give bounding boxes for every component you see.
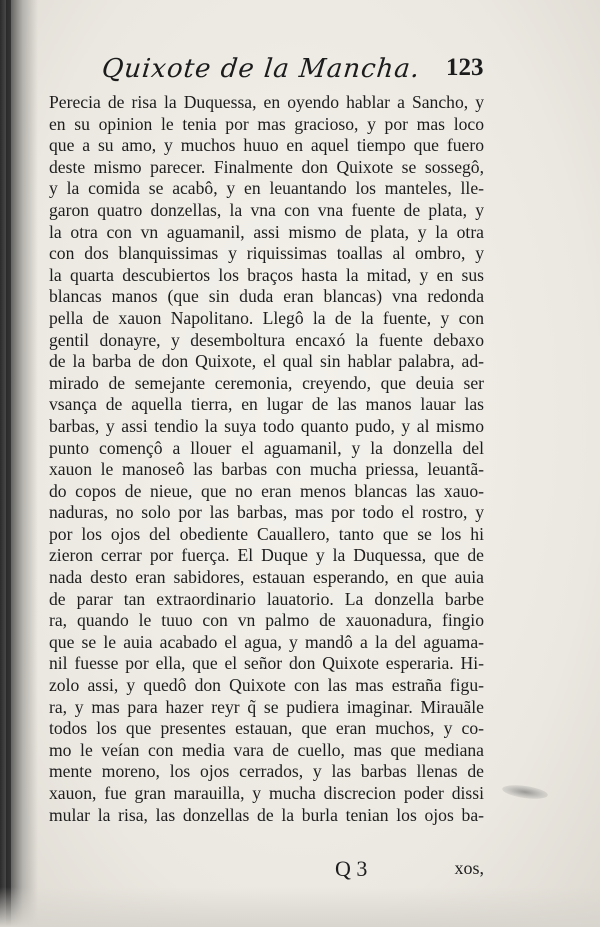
page-footer — [49, 856, 484, 882]
text-line: ra, quando le tuuo con vn palmo de xauonadura, fingio — [49, 610, 484, 631]
text-line: y la comida se acabô, y en leuantando los manteles, lle- — [49, 178, 484, 199]
text-line: naduras, no solo por las barbas, mas por todo el rostro, y — [49, 502, 484, 523]
text-line: barbas, y assi tendio la suya todo quanto pudo, y al mismo — [49, 415, 484, 436]
text-line: ra, y mas para hazer reyr q̃ se pudiera imaginar. Mirauãle — [49, 696, 484, 717]
body-text — [49, 92, 484, 826]
text-line: xauon, fue gran marauilla, y mucha discrecion poder dissi — [49, 783, 484, 803]
text-line: de la barba de don Quixote, el qual sin hablar palabra, ad- — [49, 351, 484, 372]
text-line: mirado de semejante ceremonia, creyendo, que deuia ser — [49, 372, 484, 393]
running-head: Quixote de la Mancha. — [100, 54, 422, 84]
text-line: zolo assi, y quedô don Quixote con las mas estraña figu- — [49, 675, 484, 696]
text-line: de parar tan extraordinario lauatorio. La donzella barbe — [49, 588, 484, 609]
signature-mark: Q 3 — [335, 856, 368, 881]
text-line: xauon le manoseô las barbas con mucha priessa, leuantã- — [49, 459, 484, 480]
text-line: deste mismo parecer. Finalmente don Quixote se sossegô, — [49, 156, 484, 177]
catchword: xos, — [454, 858, 484, 878]
text-line: mente moreno, los ojos cerrados, y las barbas llenas de — [49, 761, 484, 782]
page-bottom-edge — [0, 887, 600, 927]
text-line: pella de xauon Napolitano. Llegô la de la fuente, y con — [49, 307, 484, 328]
text-line: mo le veían con media vara de cuello, mas que mediana — [49, 739, 484, 760]
text-line: nil fuesse por ella, que el señor don Quixote esperaria. Hi- — [49, 653, 484, 674]
text-line: por los ojos del obediente Cauallero, tanto que se los hi — [49, 523, 484, 544]
ink-smudge — [501, 783, 548, 801]
text-line: vsança de aquella tierra, en lugar de las manos lauar las — [49, 394, 484, 415]
text-line: nada desto eran sabidores, estauan esperando, en que auia — [49, 567, 484, 588]
gutter-shadow — [0, 0, 38, 927]
text-line: punto començô a llouer el aguamanil, y la donzella del — [49, 437, 484, 458]
text-line: mular la risa, las donzellas de la burla tenian los ojos ba- — [49, 804, 484, 825]
text-line: Perecia de risa la Duquessa, en oyendo hablar a Sancho, y — [49, 92, 484, 112]
text-line: que se le auia acabado el agua, y mandô a la del aguama- — [49, 631, 484, 652]
text-line: con dos blanquissimas y riquissimas toallas al ombro, y — [49, 243, 484, 264]
text-line: la otra con vn aguamanil, assi mismo de plata, y la otra — [49, 221, 484, 242]
text-line: en su opinion le tenia por mas gracioso, y por mas loco — [49, 113, 484, 134]
text-line: blancas manos (que sin duda eran blancas) vna redonda — [49, 286, 484, 307]
text-line: garon quatro donzellas, la vna con vna fuente de plata, y — [49, 199, 484, 220]
page-number: 123 — [446, 54, 484, 81]
text-line: gentil donayre, y desemboltura encaxó la fuente debaxo — [49, 329, 484, 350]
text-line: la quarta descubiertos los braços hasta la mitad, y en sus — [49, 264, 484, 285]
text-line: todos los que presentes estauan, que eran muchos, y co- — [49, 718, 484, 739]
text-line: do copos de nieue, que no eran menos blancas las xauo- — [49, 480, 484, 501]
text-line: zieron cerrar por fuerça. El Duque y la Duquessa, que de — [49, 545, 484, 566]
text-line: que a su amo, y muchos huuo en aquel tiempo que fuero — [49, 135, 484, 156]
